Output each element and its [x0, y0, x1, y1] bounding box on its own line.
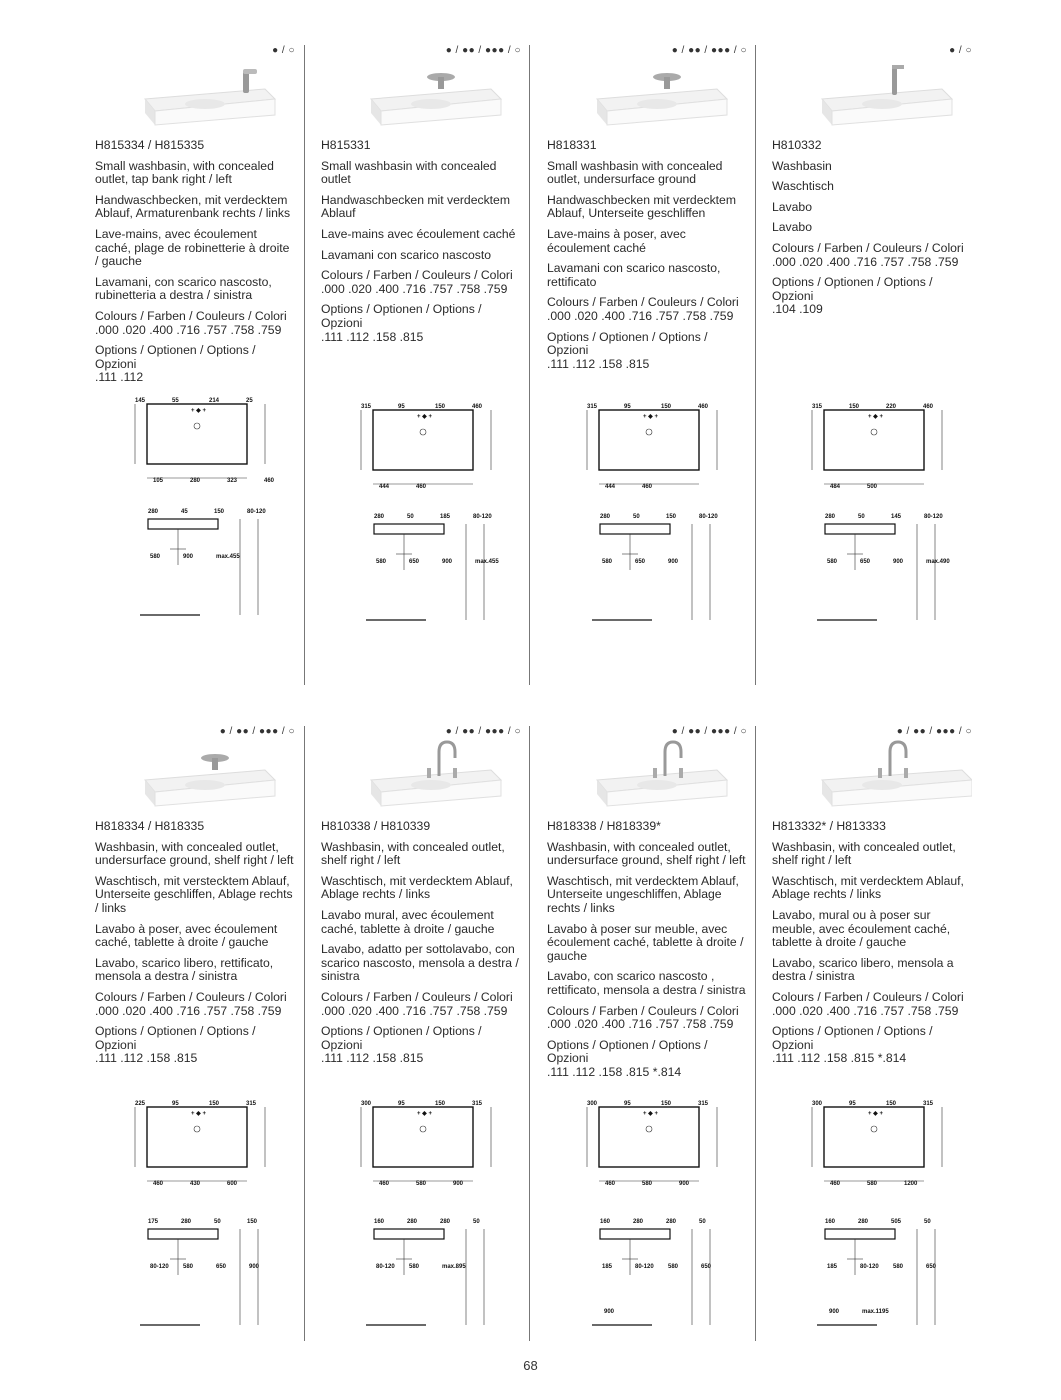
compatibility-rating: ● / ●● / ●●● / ○ — [445, 45, 521, 56]
dimension-label: 300 — [361, 1101, 372, 1107]
dimension-label: 150 — [247, 1219, 258, 1225]
product-text — [95, 139, 295, 392]
side-view-drawing — [140, 505, 290, 620]
dimension-label: 580 — [893, 1264, 904, 1270]
dimension-label: 315 — [246, 1101, 257, 1107]
compatibility-rating: ● / ●● / ●●● / ○ — [219, 726, 295, 737]
product-cell — [772, 45, 972, 645]
product-description: Lavabo — [772, 220, 812, 235]
page-number: 68 — [523, 1358, 538, 1373]
colours-values: .000 .020 .400 .716 .757 .758 .759 — [321, 281, 508, 296]
product-code: H818338 / H818339* — [547, 819, 661, 833]
dimension-label: 650 — [701, 1264, 712, 1270]
dimension-label: 55 — [172, 398, 179, 404]
product-cell — [95, 45, 295, 645]
dimension-label: 185 — [602, 1264, 613, 1270]
colours-label: Colours / Farben / Couleurs / Colori — [95, 989, 287, 1004]
product-cell — [547, 726, 747, 1326]
dimension-label: 460 — [642, 484, 653, 490]
product-photo — [587, 59, 747, 129]
dimension-label: 315 — [698, 1101, 709, 1107]
dimension-label: 80-120 — [860, 1264, 879, 1270]
product-description: Lavabo, scarico libero, mensola a destra / sinistra — [772, 955, 954, 984]
dimension-label: 150 — [214, 509, 225, 515]
dimension-label: 280 — [825, 514, 836, 520]
svg-text:+ ◆ +: + ◆ + — [868, 414, 883, 420]
colours-values: .000 .020 .400 .716 .757 .758 .759 — [772, 1003, 959, 1018]
options-label: Options / Optionen / Options / Opzioni — [95, 343, 256, 371]
product-cell — [321, 45, 521, 645]
dimension-label: 460 — [379, 1181, 390, 1187]
dimension-label: 280 — [666, 1219, 677, 1225]
dimension-label: 50 — [924, 1219, 931, 1225]
dimension-label: 80-120 — [924, 514, 943, 520]
product-description: Lave-mains, avec écoulement caché, plage de robinetterie à droite / gauche — [95, 226, 290, 269]
compatibility-rating: ● / ●● / ●●● / ○ — [671, 726, 747, 737]
product-code: H818334 / H818335 — [95, 819, 205, 833]
svg-text:+ ◆ +: + ◆ + — [191, 1111, 206, 1117]
options-block — [772, 1025, 972, 1066]
dimension-label: 460 — [923, 404, 934, 410]
product-code: H810338 / H810339 — [321, 819, 431, 833]
dimension-label: 900 — [183, 554, 194, 560]
options-block — [547, 331, 747, 372]
options-label: Options / Optionen / Options / Opzioni — [772, 1024, 933, 1052]
dimension-label: 95 — [172, 1101, 179, 1107]
plan-view-drawing — [577, 398, 732, 498]
product-photo — [361, 740, 521, 810]
dimension-label: 500 — [867, 484, 878, 490]
product-text — [772, 820, 972, 1073]
colours-values: .000 .020 .400 .716 .757 .758 .759 — [772, 254, 959, 269]
product-description: Washbasin — [772, 158, 832, 173]
svg-text:+ ◆ +: + ◆ + — [191, 408, 206, 414]
compatibility-rating: ● / ●● / ●●● / ○ — [445, 726, 521, 737]
product-cell — [547, 45, 747, 645]
dimension-label: 80-120 — [635, 1264, 654, 1270]
product-description: Lavabo à poser, avec écoulement caché, tablette à droite / gauche — [95, 921, 278, 950]
dimension-label: 580 — [416, 1181, 427, 1187]
dimension-label: 280 — [148, 509, 159, 515]
dimension-label: 900 — [668, 559, 679, 565]
dimension-label: 650 — [926, 1264, 937, 1270]
product-description: Lavamani con scarico nascosto — [321, 247, 492, 262]
product-description: Handwaschbecken, mit verdecktem Ablauf, Armaturenbank rechts / links — [95, 192, 291, 221]
column-divider — [529, 726, 530, 1341]
dimension-label: 900 — [604, 1309, 615, 1315]
product-description: Waschtisch, mit verdecktem Ablauf, Ablage rechts / links — [321, 873, 513, 902]
colours-block — [95, 310, 295, 337]
dimension-label: 160 — [600, 1219, 611, 1225]
dimension-label: 444 — [605, 484, 616, 490]
plan-view-drawing — [802, 1095, 957, 1195]
product-cell — [321, 726, 521, 1326]
dimension-label: 900 — [893, 559, 904, 565]
dimension-label: 105 — [153, 478, 164, 484]
column-divider — [529, 45, 530, 685]
dimension-label: 460 — [264, 478, 275, 484]
dimension-label: 185 — [440, 514, 451, 520]
options-label: Options / Optionen / Options / Opzioni — [772, 275, 933, 303]
options-block — [321, 303, 521, 344]
dimension-label: max.455 — [475, 559, 499, 565]
dimension-label: 150 — [435, 404, 446, 410]
product-description: Small washbasin, with concealed outlet, tap bank right / left — [95, 158, 274, 187]
dimension-label: 145 — [891, 514, 902, 520]
product-photo — [135, 59, 295, 129]
dimension-label: 95 — [849, 1101, 856, 1107]
dimension-label: 900 — [679, 1181, 690, 1187]
plan-view-drawing — [125, 1095, 280, 1195]
dimension-label: 95 — [398, 404, 405, 410]
compatibility-rating: ● / ●● / ●●● / ○ — [896, 726, 972, 737]
side-view-drawing — [817, 1215, 967, 1330]
side-view-drawing — [366, 510, 516, 625]
product-text — [321, 820, 521, 1073]
svg-text:+ ◆ +: + ◆ + — [643, 1111, 658, 1117]
product-description: Lavabo — [772, 199, 812, 214]
colours-block — [772, 991, 972, 1018]
dimension-label: 315 — [587, 404, 598, 410]
dimension-label: 430 — [190, 1181, 201, 1187]
product-description: Washbasin, with concealed outlet, shelf right / left — [772, 839, 956, 868]
column-divider — [755, 45, 756, 685]
dimension-label: 315 — [923, 1101, 934, 1107]
product-description: Lavabo à poser sur meuble, avec écoulement caché, tablette à droite / gauche — [547, 921, 744, 963]
product-text — [772, 139, 972, 324]
colours-label: Colours / Farben / Couleurs / Colori — [547, 295, 739, 310]
colours-values: .000 .020 .400 .716 .757 .758 .759 — [95, 322, 282, 337]
options-values: .111 .112 .158 .815 *.814 — [547, 1064, 682, 1079]
dimension-label: 460 — [698, 404, 709, 410]
dimension-label: 300 — [587, 1101, 598, 1107]
dimension-label: 280 — [407, 1219, 418, 1225]
dimension-label: 280 — [440, 1219, 451, 1225]
svg-text:+ ◆ +: + ◆ + — [417, 1111, 432, 1117]
colours-label: Colours / Farben / Couleurs / Colori — [321, 989, 513, 1004]
dimension-label: 145 — [135, 398, 146, 404]
options-block — [772, 276, 972, 317]
colours-label: Colours / Farben / Couleurs / Colori — [321, 268, 513, 283]
dimension-label: 50 — [407, 514, 414, 520]
colours-block — [547, 1005, 747, 1032]
dimension-label: 175 — [148, 1219, 159, 1225]
colours-values: .000 .020 .400 .716 .757 .758 .759 — [547, 308, 734, 323]
options-values: .111 .112 .158 .815 *.814 — [772, 1051, 907, 1066]
dimension-label: 650 — [409, 559, 420, 565]
dimension-label: 580 — [867, 1181, 878, 1187]
side-view-drawing — [592, 510, 742, 625]
colours-block — [321, 269, 521, 296]
product-description: Lavamani con scarico nascosto, rettificato — [547, 261, 721, 289]
dimension-label: 315 — [361, 404, 372, 410]
dimension-label: 580 — [150, 554, 161, 560]
product-description: Washbasin, with concealed outlet, undersurface ground, shelf right / left — [95, 839, 294, 868]
svg-text:+ ◆ +: + ◆ + — [643, 414, 658, 420]
dimension-label: 280 — [858, 1219, 869, 1225]
colours-values: .000 .020 .400 .716 .757 .758 .759 — [547, 1017, 734, 1032]
dimension-label: max.490 — [926, 559, 950, 565]
product-description: Lavabo, mural ou à poser sur meuble, avec écoulement caché, tablette à droite / gauche — [772, 907, 951, 950]
product-description: Lavabo mural, avec écoulement caché, tablette à droite / gauche — [321, 907, 495, 936]
dimension-label: 460 — [472, 404, 483, 410]
plan-view-drawing — [351, 1095, 506, 1195]
dimension-label: 280 — [190, 478, 201, 484]
options-values: .104 .109 — [772, 302, 823, 317]
dimension-label: 1200 — [904, 1181, 918, 1187]
product-photo — [812, 59, 972, 129]
dimension-label: 150 — [435, 1101, 446, 1107]
product-text — [321, 139, 521, 351]
options-values: .111 .112 — [95, 370, 144, 385]
dimension-label: 650 — [860, 559, 871, 565]
product-code: H815334 / H815335 — [95, 138, 205, 152]
dimension-label: 600 — [227, 1181, 238, 1187]
dimension-label: 80-120 — [699, 514, 718, 520]
product-description: Washbasin, with concealed outlet, undersurface ground, shelf right / left — [547, 839, 746, 868]
product-description: Waschtisch — [772, 179, 834, 194]
dimension-label: 580 — [827, 559, 838, 565]
dimension-label: 50 — [699, 1219, 706, 1225]
options-block — [95, 344, 295, 385]
product-description: Lavabo, con scarico nascosto , rettificato, mensola a destra / sinistra — [547, 969, 746, 997]
product-description: Small washbasin with concealed outlet, undersurface ground — [547, 158, 723, 187]
column-divider — [304, 726, 305, 1341]
column-divider — [755, 726, 756, 1341]
product-description: Waschtisch, mit verdecktem Ablauf, Ablage rechts / links — [772, 873, 964, 902]
dimension-label: max.895 — [442, 1264, 466, 1270]
dimension-label: 484 — [830, 484, 841, 490]
options-block — [547, 1039, 747, 1080]
colours-label: Colours / Farben / Couleurs / Colori — [772, 240, 964, 255]
dimension-label: 214 — [209, 398, 220, 404]
compatibility-rating: ● / ○ — [272, 45, 295, 56]
dimension-label: 460 — [416, 484, 427, 490]
dimension-label: 80-120 — [376, 1264, 395, 1270]
product-description: Lavabo, adatto per sottolavabo, con scarico nascosto, mensola a destra / sinistra — [321, 942, 519, 984]
dimension-label: 280 — [374, 514, 385, 520]
side-view-drawing — [817, 510, 967, 625]
options-label: Options / Optionen / Options / Opzioni — [321, 302, 482, 330]
dimension-label: 150 — [886, 1101, 897, 1107]
product-photo — [135, 740, 295, 810]
dimension-label: 50 — [473, 1219, 480, 1225]
dimension-label: 280 — [633, 1219, 644, 1225]
dimension-label: 160 — [825, 1219, 836, 1225]
dimension-label: 185 — [827, 1264, 838, 1270]
plan-view-drawing — [802, 398, 957, 498]
dimension-label: 650 — [635, 559, 646, 565]
options-block — [321, 1025, 521, 1066]
dimension-label: 900 — [442, 559, 453, 565]
product-description: Handwaschbecken mit verdecktem Ablauf, Unterseite geschliffen — [547, 192, 736, 221]
dimension-label: 95 — [398, 1101, 405, 1107]
product-code: H815331 — [321, 138, 371, 152]
colours-label: Colours / Farben / Couleurs / Colori — [547, 1003, 739, 1018]
product-description: Lavamani, con scarico nascosto, rubinetteria a destra / sinistra — [95, 274, 272, 303]
colours-block — [772, 242, 972, 269]
product-photo — [587, 740, 747, 810]
svg-text:+ ◆ +: + ◆ + — [417, 414, 432, 420]
colours-values: .000 .020 .400 .716 .757 .758 .759 — [95, 1003, 282, 1018]
product-code: H813332* / H813333 — [772, 819, 886, 833]
side-view-drawing — [140, 1215, 290, 1330]
dimension-label: 444 — [379, 484, 390, 490]
dimension-label: 225 — [135, 1101, 146, 1107]
dimension-label: 900 — [249, 1264, 260, 1270]
dimension-label: 900 — [829, 1309, 840, 1315]
dimension-label: 580 — [668, 1264, 679, 1270]
plan-view-drawing — [577, 1095, 732, 1195]
product-text — [547, 820, 747, 1087]
dimension-label: 150 — [661, 1101, 672, 1107]
side-view-drawing — [592, 1215, 742, 1330]
colours-block — [95, 991, 295, 1018]
dimension-label: 580 — [409, 1264, 420, 1270]
dimension-label: 460 — [605, 1181, 616, 1187]
options-values: .111 .112 .158 .815 — [95, 1051, 198, 1066]
dimension-label: 280 — [181, 1219, 192, 1225]
dimension-label: 80-120 — [150, 1264, 169, 1270]
dimension-label: 80-120 — [473, 514, 492, 520]
colours-block — [321, 991, 521, 1018]
compatibility-rating: ● / ○ — [949, 45, 972, 56]
dimension-label: max.455 — [216, 554, 240, 560]
dimension-label: 150 — [209, 1101, 220, 1107]
product-description: Handwaschbecken mit verdecktem Ablauf — [321, 192, 510, 221]
side-view-drawing — [366, 1215, 516, 1330]
colours-values: .000 .020 .400 .716 .757 .758 .759 — [321, 1003, 508, 1018]
options-label: Options / Optionen / Options / Opzioni — [547, 329, 708, 358]
dimension-label: 315 — [472, 1101, 483, 1107]
product-description: Waschtisch, mit verstecktem Ablauf, Unterseite geschliffen, Ablage rechts / links — [95, 873, 293, 915]
dimension-label: 80-120 — [247, 509, 266, 515]
product-description: Washbasin, with concealed outlet, shelf right / left — [321, 839, 505, 868]
plan-view-drawing — [351, 398, 506, 498]
dimension-label: 150 — [661, 404, 672, 410]
product-photo — [812, 740, 972, 810]
product-description: Lavabo, scarico libero, rettificato, mensola a destra / sinistra — [95, 955, 274, 984]
dimension-label: 315 — [812, 404, 823, 410]
dimension-label: 460 — [830, 1181, 841, 1187]
dimension-label: 50 — [214, 1219, 221, 1225]
product-code: H818331 — [547, 138, 597, 152]
dimension-label: 580 — [602, 559, 613, 565]
product-cell — [95, 726, 295, 1326]
dimension-label: 25 — [246, 398, 253, 404]
options-label: Options / Optionen / Options / Opzioni — [95, 1024, 256, 1052]
product-text — [95, 820, 295, 1073]
dimension-label: 300 — [812, 1101, 823, 1107]
dimension-label: 580 — [376, 559, 387, 565]
product-description: Lave-mains à poser, avec écoulement caché — [547, 226, 686, 255]
dimension-label: 323 — [227, 478, 238, 484]
dimension-label: 50 — [633, 514, 640, 520]
options-values: .111 .112 .158 .815 — [547, 356, 650, 371]
dimension-label: 45 — [181, 509, 188, 515]
colours-label: Colours / Farben / Couleurs / Colori — [772, 989, 964, 1004]
column-divider — [304, 45, 305, 685]
dimension-label: 220 — [886, 404, 897, 410]
product-photo — [361, 59, 521, 129]
product-description: Lave-mains avec écoulement caché — [321, 226, 516, 241]
dimension-label: 160 — [374, 1219, 385, 1225]
dimension-label: 900 — [453, 1181, 464, 1187]
dimension-label: 460 — [153, 1181, 164, 1187]
options-label: Options / Optionen / Options / Opzioni — [321, 1024, 482, 1052]
options-values: .111 .112 .158 .815 — [321, 329, 424, 344]
options-values: .111 .112 .158 .815 — [321, 1051, 424, 1066]
dimension-label: 280 — [600, 514, 611, 520]
options-block — [95, 1025, 295, 1066]
dimension-label: 150 — [666, 514, 677, 520]
colours-label: Colours / Farben / Couleurs / Colori — [95, 308, 287, 323]
dimension-label: 150 — [849, 404, 860, 410]
dimension-label: max.1195 — [862, 1309, 889, 1315]
dimension-label: 505 — [891, 1219, 902, 1225]
dimension-label: 650 — [216, 1264, 227, 1270]
options-label: Options / Optionen / Options / Opzioni — [547, 1037, 708, 1066]
colours-block — [547, 296, 747, 323]
dimension-label: 580 — [642, 1181, 653, 1187]
compatibility-rating: ● / ●● / ●●● / ○ — [671, 45, 747, 56]
dimension-label: 95 — [624, 404, 631, 410]
plan-view-drawing — [125, 392, 280, 492]
svg-text:+ ◆ +: + ◆ + — [868, 1111, 883, 1117]
product-cell — [772, 726, 972, 1326]
product-text — [547, 139, 747, 378]
dimension-label: 50 — [858, 514, 865, 520]
product-code: H810332 — [772, 138, 822, 152]
product-description: Waschtisch, mit verdecktem Ablauf, Unterseite ungeschliffen, Ablage rechts / links — [547, 873, 739, 915]
dimension-label: 580 — [183, 1264, 194, 1270]
product-description: Small washbasin with concealed outlet — [321, 158, 497, 187]
dimension-label: 95 — [624, 1101, 631, 1107]
